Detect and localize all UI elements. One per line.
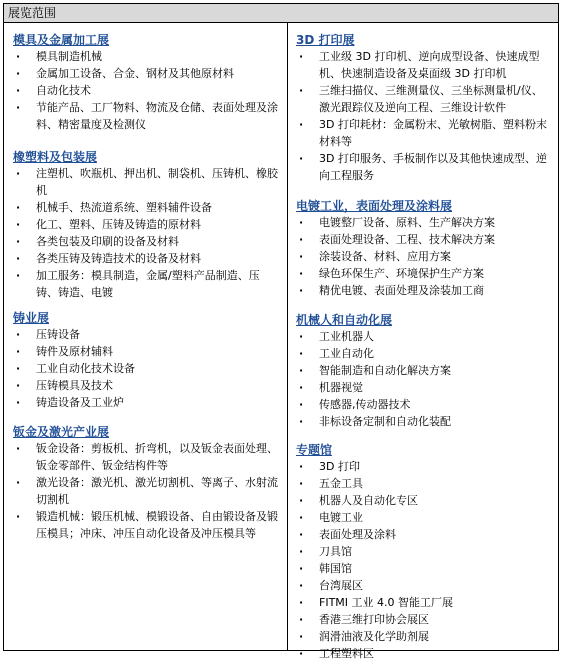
list-item: · 智能制造和自动化解决方案: [287, 362, 558, 379]
list-item: · 精优电镀、表面处理及涂装加工商: [287, 282, 558, 299]
list-item: · 化工、塑料、压铸及铸造的原材料: [4, 216, 287, 233]
list-item: · 工业级 3D 打印机、逆向成型设备、快速成型机、快速制造设备及桌面级 3D 打印机: [287, 48, 558, 82]
list-item: · 节能产品、工厂物料、物流及仓储、表面处理及涂料、精密量度及检测仪: [4, 99, 287, 133]
list-item: · 电镀工业: [287, 509, 558, 526]
list-item: · 工业自动化: [287, 345, 558, 362]
list-item: · 3D 打印耗材：金属粉末、光敏树脂、塑料粉末材料等: [287, 116, 558, 150]
section-theme-pavilions: [287, 443, 558, 662]
exhibition-scope-table: [3, 3, 559, 660]
section-title: 电镀工业，表面处理及涂料展: [296, 199, 453, 213]
section-title: 专题馆: [296, 443, 333, 457]
section-title: 钣金及激光产业展: [13, 425, 110, 439]
section-rubber-plastic-packaging: [4, 150, 287, 301]
list-item: · 金属加工设备、合金、钢材及其他原材料: [4, 65, 287, 82]
list-item: · 激光设备：激光机、激光切割机、等离子、水射流切割机: [4, 474, 287, 508]
list-item: · 加工服务：模具制造，金属/塑料产品制造、压铸、铸造、电镀: [4, 267, 287, 301]
list-item: · 韩国馆: [287, 560, 558, 577]
list-item: · 铸件及原材辅料: [4, 343, 287, 360]
list-item: · 3D 打印服务、手板制作以及其他快速成型、逆向工程服务: [287, 150, 558, 184]
section-title: 铸业展: [13, 311, 50, 325]
left-column: [4, 23, 288, 650]
list-item: · 香港三维打印协会展区: [287, 611, 558, 628]
list-item: · 钣金设备：剪板机、折弯机，以及钣金表面处理、钣金零部件、钣金结构件等: [4, 440, 287, 474]
list-item: · 机械手、热流道系统、塑料辅件设备: [4, 199, 287, 216]
list-item: · 涂装设备、材料、应用方案: [287, 248, 558, 265]
list-item: · 五金工具: [287, 475, 558, 492]
list-item: · 自动化技术: [4, 82, 287, 99]
section-foundry: [4, 311, 287, 411]
list-item: · 压铸设备: [4, 326, 287, 343]
list-item: · 机器人及自动化专区: [287, 492, 558, 509]
section-title: 模具及金属加工展: [13, 33, 110, 47]
list-item: · 各类包装及印刷的设备及材料: [4, 233, 287, 250]
list-item: · 压铸模具及技术: [4, 377, 287, 394]
list-item: · 工程塑料区: [287, 645, 558, 662]
list-item: · 传感器,传动器技术: [287, 396, 558, 413]
list-item: · 表面处理设备、工程、技术解决方案: [287, 231, 558, 248]
section-mold-metal: [4, 33, 287, 133]
section-title: 3D 打印展: [296, 33, 355, 47]
list-item: · 工业机器人: [287, 328, 558, 345]
list-item: · 电镀整厂设备、原料、生产解决方案: [287, 214, 558, 231]
list-item: · 各类压铸及铸造技术的设备及材料: [4, 250, 287, 267]
section-3d-printing: [287, 33, 558, 184]
list-item: · 台湾展区: [287, 577, 558, 594]
right-column: [287, 23, 558, 660]
list-item: · 铸造设备及工业炉: [4, 394, 287, 411]
list-item: · 绿色环保生产、环境保护生产方案: [287, 265, 558, 282]
list-item: · 三维扫描仪、三维测量仪、三坐标测量机/仪、激光跟踪仪及逆向工程、三维设计软件: [287, 82, 558, 116]
list-item: · 刀具馆: [287, 543, 558, 560]
list-item: · 非标设备定制和自动化装配: [287, 413, 558, 430]
table-header: 展览范围: [4, 4, 558, 23]
section-title: 机械人和自动化展: [296, 313, 393, 327]
list-item: · 锻造机械：锻压机械、模锻设备、自由锻设备及锻压模具；冲床、冲压自动化设备及冲压模具等: [4, 508, 287, 542]
list-item: · 3D 打印: [287, 458, 558, 475]
list-item: · FITMI 工业 4.0 智能工厂展: [287, 594, 558, 611]
section-robotics-automation: [287, 313, 558, 430]
list-item: · 工业自动化技术设备: [4, 360, 287, 377]
list-item: · 注塑机、吹瓶机、押出机、制袋机、压铸机、橡胶机: [4, 165, 287, 199]
section-sheet-metal-laser: [4, 425, 287, 542]
list-item: · 表面处理及涂料: [287, 526, 558, 543]
list-item: · 模具制造机械: [4, 48, 287, 65]
list-item: · 机器视觉: [287, 379, 558, 396]
list-item: · 润滑油液及化学助剂展: [287, 628, 558, 645]
section-title: 橡塑料及包装展: [13, 150, 98, 164]
section-electroplating-surface: [287, 199, 558, 299]
